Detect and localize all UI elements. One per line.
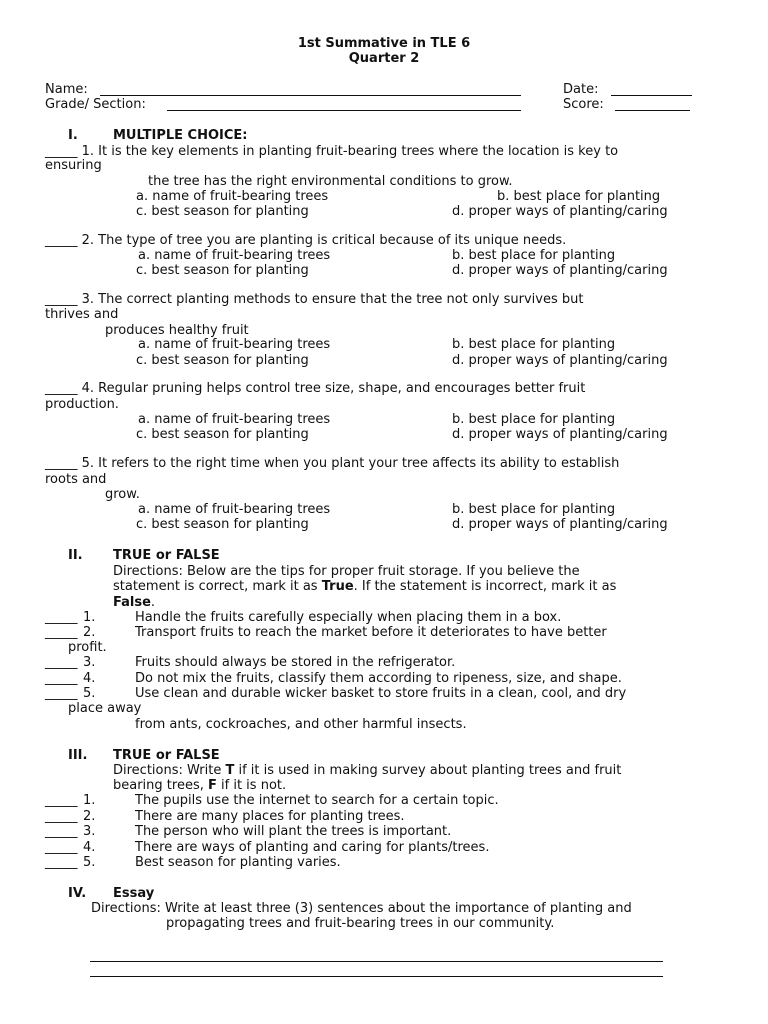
q3-option-d: d. proper ways of planting/caring (452, 353, 668, 368)
q1-text-cont2: the tree has the right environmental conditions to grow. (148, 174, 513, 189)
tf-blank[interactable]: _____ (45, 686, 78, 701)
q5-text-cont2: grow. (105, 487, 140, 502)
tf-item: Transport fruits to reach the market before it deteriorates to have better (135, 625, 607, 640)
survey-blank[interactable]: _____ (45, 824, 78, 839)
part3-title: TRUE or FALSE (113, 748, 220, 763)
q3-text-cont: thrives and (45, 307, 119, 322)
q4-stem (45, 381, 585, 396)
survey-item: The person who will plant the trees is important. (135, 824, 452, 839)
q1-text-cont: ensuring (45, 158, 102, 173)
q3-text-cont2: produces healthy fruit (105, 323, 249, 338)
tf-item-number: 3. (83, 655, 96, 670)
q5-option-c: c. best season for planting (136, 517, 309, 532)
answer-blank[interactable]: _____ (45, 144, 78, 159)
tf-item-number: 2. (83, 625, 96, 640)
survey-blank[interactable]: _____ (45, 840, 78, 855)
q3-stem (45, 292, 583, 307)
part2-number: II. (68, 548, 83, 563)
part4-directions-cont: propagating trees and fruit-bearing trees in our community. (166, 916, 555, 931)
name-label: Name: (45, 82, 88, 97)
part1-title: MULTIPLE CHOICE: (113, 128, 248, 143)
grade-label: Grade/ Section: (45, 97, 146, 112)
q5-option-a: a. name of fruit-bearing trees (138, 502, 331, 517)
q2-option-d: d. proper ways of planting/caring (452, 263, 668, 278)
survey-blank[interactable]: _____ (45, 855, 78, 870)
q5-stem (45, 456, 619, 471)
q3-text: 3. The correct planting methods to ensure that the tree not only survives but (81, 292, 584, 307)
part4-directions: Directions: Write at least three (3) sentences about the importance of planting and (91, 901, 632, 916)
q2-option-a: a. name of fruit-bearing trees (138, 248, 331, 263)
survey-item: There are many places for planting trees. (135, 809, 405, 824)
part2-directions: Directions: Below are the tips for proper fruit storage. If you believe the (113, 564, 580, 579)
name-field[interactable] (100, 95, 521, 96)
tf-item-number: 5. (83, 686, 96, 701)
survey-item-number: 5. (83, 855, 96, 870)
survey-item: The pupils use the internet to search for a certain topic. (135, 793, 499, 808)
survey-blank[interactable]: _____ (45, 793, 78, 808)
q3-option-c: c. best season for planting (136, 353, 309, 368)
survey-item-number: 1. (83, 793, 96, 808)
q4-text-cont: production. (45, 397, 119, 412)
answer-blank[interactable]: _____ (45, 233, 78, 248)
q1-option-b: b. best place for planting (497, 189, 661, 204)
q2-option-b: b. best place for planting (452, 248, 616, 263)
tf-item-cont: place away (68, 701, 142, 716)
part2-title: TRUE or FALSE (113, 548, 220, 563)
q2-stem (45, 233, 566, 248)
q1-option-c: c. best season for planting (136, 204, 309, 219)
essay-answer-line[interactable] (90, 961, 663, 962)
q5-text: 5. It refers to the right time when you plant your tree affects its ability to establish (81, 456, 620, 471)
q1-option-d: d. proper ways of planting/caring (452, 204, 668, 219)
q4-option-c: c. best season for planting (136, 427, 309, 442)
q5-option-b: b. best place for planting (452, 502, 616, 517)
score-field[interactable] (615, 110, 690, 111)
part3-directions: Directions: Write T if it is used in making survey about planting trees and fruit (113, 763, 622, 778)
q2-option-c: c. best season for planting (136, 263, 309, 278)
part3-number: III. (68, 748, 88, 763)
q4-option-b: b. best place for planting (452, 412, 616, 427)
date-field[interactable] (611, 95, 692, 96)
answer-blank[interactable]: _____ (45, 292, 78, 307)
q1-text: 1. It is the key elements in planting fruit-bearing trees where the location is key to (81, 144, 619, 159)
tf-item: Use clean and durable wicker basket to store fruits in a clean, cool, and dry (135, 686, 627, 701)
q1-stem (45, 144, 618, 159)
essay-answer-line[interactable] (90, 976, 663, 977)
tf-blank[interactable]: _____ (45, 610, 78, 625)
part4-title: Essay (113, 886, 155, 901)
tf-blank[interactable]: _____ (45, 625, 78, 640)
tf-item-cont: profit. (68, 640, 107, 655)
survey-item-number: 4. (83, 840, 96, 855)
tf-item-number: 4. (83, 671, 96, 686)
part2-directions-cont2: False. (113, 595, 156, 610)
survey-item: Best season for planting varies. (135, 855, 341, 870)
q3-option-a: a. name of fruit-bearing trees (138, 337, 331, 352)
score-label: Score: (563, 97, 604, 112)
q5-option-d: d. proper ways of planting/caring (452, 517, 668, 532)
survey-item-number: 3. (83, 824, 96, 839)
q1-option-a: a. name of fruit-bearing trees (136, 189, 329, 204)
tf-item: Do not mix the fruits, classify them according to ripeness, size, and shape. (135, 671, 622, 686)
tf-blank[interactable]: _____ (45, 655, 78, 670)
tf-blank[interactable]: _____ (45, 671, 78, 686)
survey-item-number: 2. (83, 809, 96, 824)
q4-text: 4. Regular pruning helps control tree size, shape, and encourages better fruit (81, 381, 586, 396)
grade-field[interactable] (167, 110, 521, 111)
page-subtitle: Quarter 2 (348, 51, 420, 66)
q4-option-d: d. proper ways of planting/caring (452, 427, 668, 442)
part2-directions-cont: statement is correct, mark it as True. If the statement is incorrect, mark it as (113, 579, 617, 594)
tf-item: Fruits should always be stored in the refrigerator. (135, 655, 456, 670)
tf-item-number: 1. (83, 610, 96, 625)
date-label: Date: (563, 82, 599, 97)
q4-option-a: a. name of fruit-bearing trees (138, 412, 331, 427)
part1-number: I. (68, 128, 78, 143)
part4-number: IV. (68, 886, 87, 901)
page-title: 1st Summative in TLE 6 (297, 36, 471, 51)
q2-text: 2. The type of tree you are planting is critical because of its unique needs. (81, 233, 567, 248)
q3-option-b: b. best place for planting (452, 337, 616, 352)
part3-directions-cont: bearing trees, F if it is not. (113, 778, 287, 793)
answer-blank[interactable]: _____ (45, 381, 78, 396)
q5-text-cont: roots and (45, 472, 107, 487)
survey-blank[interactable]: _____ (45, 809, 78, 824)
answer-blank[interactable]: _____ (45, 456, 78, 471)
survey-item: There are ways of planting and caring for plants/trees. (135, 840, 490, 855)
tf-item: Handle the fruits carefully especially when placing them in a box. (135, 610, 562, 625)
tf-item-cont2: from ants, cockroaches, and other harmful insects. (135, 717, 467, 732)
